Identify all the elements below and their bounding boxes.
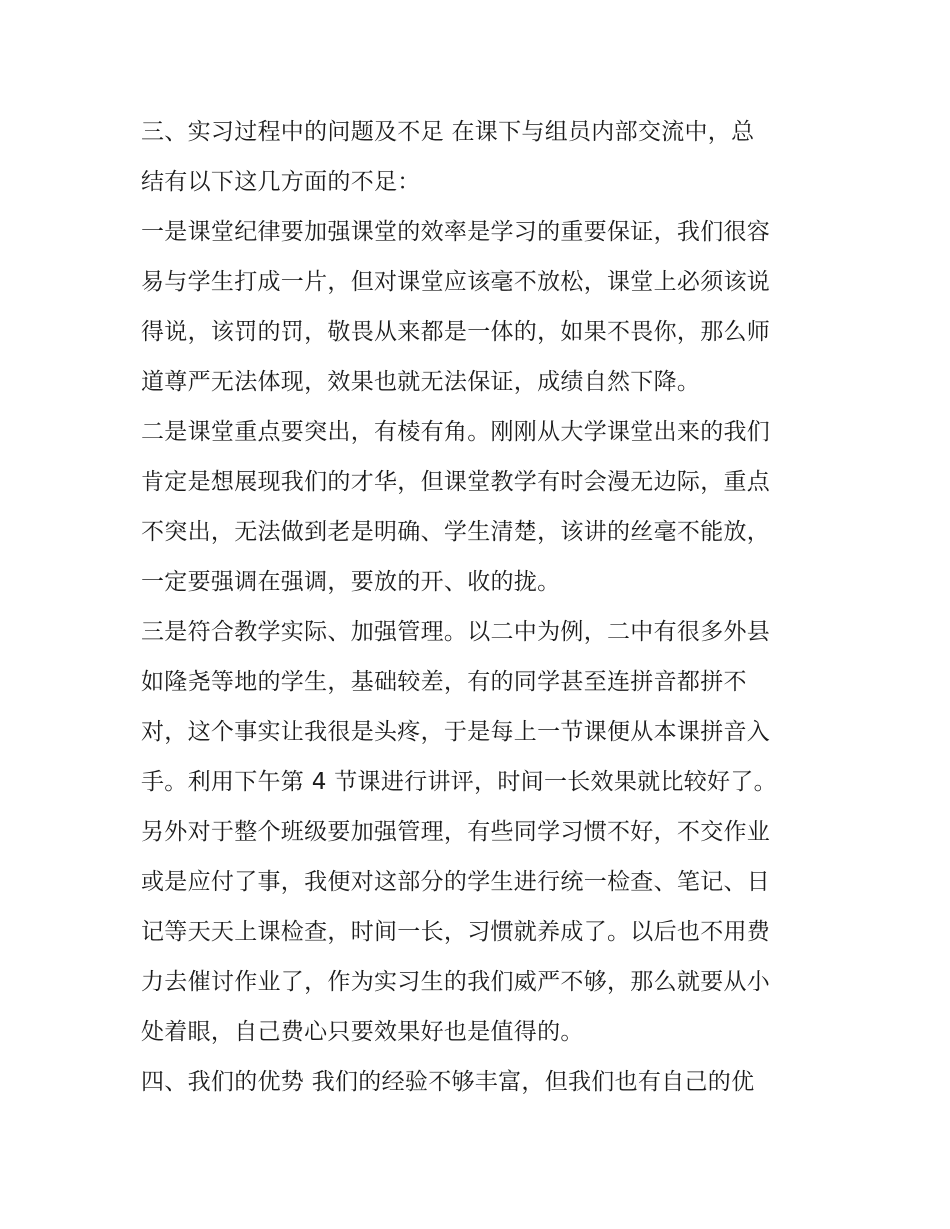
text-line: 处着眼，自己费心只要效果好也是值得的。: [141, 1019, 584, 1045]
text-line: 力去催讨作业了，作为实习生的我们威严不够，那么就要从小: [141, 969, 771, 995]
text-line: 另外对于整个班级要加强管理，有些同学习惯不好，不交作业: [141, 819, 771, 845]
text-line: 易与学生打成一片，但对课堂应该毫不放松，课堂上必须该说: [141, 269, 771, 295]
text-line: 三是符合教学实际、加强管理。以二中为例，二中有很多外县: [141, 619, 771, 645]
text-line: 一是课堂纪律要加强课堂的效率是学习的重要保证，我们很容: [141, 219, 771, 245]
document-body: [141, 110, 821, 1110]
text-line: 手。利用下午第 4 节课进行讲评，时间一长效果就比较好了。: [141, 769, 777, 795]
text-line: 三、实习过程中的问题及不足 在课下与组员内部交流中，总: [141, 119, 755, 145]
text-line: 不突出，无法做到老是明确、学生清楚，该讲的丝毫不能放，: [141, 519, 771, 545]
text-line: 四、我们的优势 我们的经验不够丰富，但我们也有自己的优: [141, 1069, 755, 1095]
text-line: 肯定是想展现我们的才华，但课堂教学有时会漫无边际，重点: [141, 469, 771, 495]
text-line: 得说，该罚的罚，敬畏从来都是一体的，如果不畏你，那么师: [141, 319, 771, 345]
text-line: 一定要强调在强调，要放的开、收的拢。: [141, 569, 561, 595]
text-line: 记等天天上课检查，时间一长，习惯就养成了。以后也不用费: [141, 919, 771, 945]
text-line: 道尊严无法体现，效果也就无法保证，成绩自然下降。: [141, 369, 701, 395]
text-line: 二是课堂重点要突出，有棱有角。刚刚从大学课堂出来的我们: [141, 419, 771, 445]
text-line: 结有以下这几方面的不足：: [141, 169, 421, 195]
text-line: 如隆尧等地的学生，基础较差，有的同学甚至连拼音都拼不: [141, 669, 747, 695]
text-line: 对，这个事实让我很是头疼，于是每上一节课便从本课拼音入: [141, 719, 771, 745]
text-line: 或是应付了事，我便对这部分的学生进行统一检查、笔记、日: [141, 869, 771, 895]
